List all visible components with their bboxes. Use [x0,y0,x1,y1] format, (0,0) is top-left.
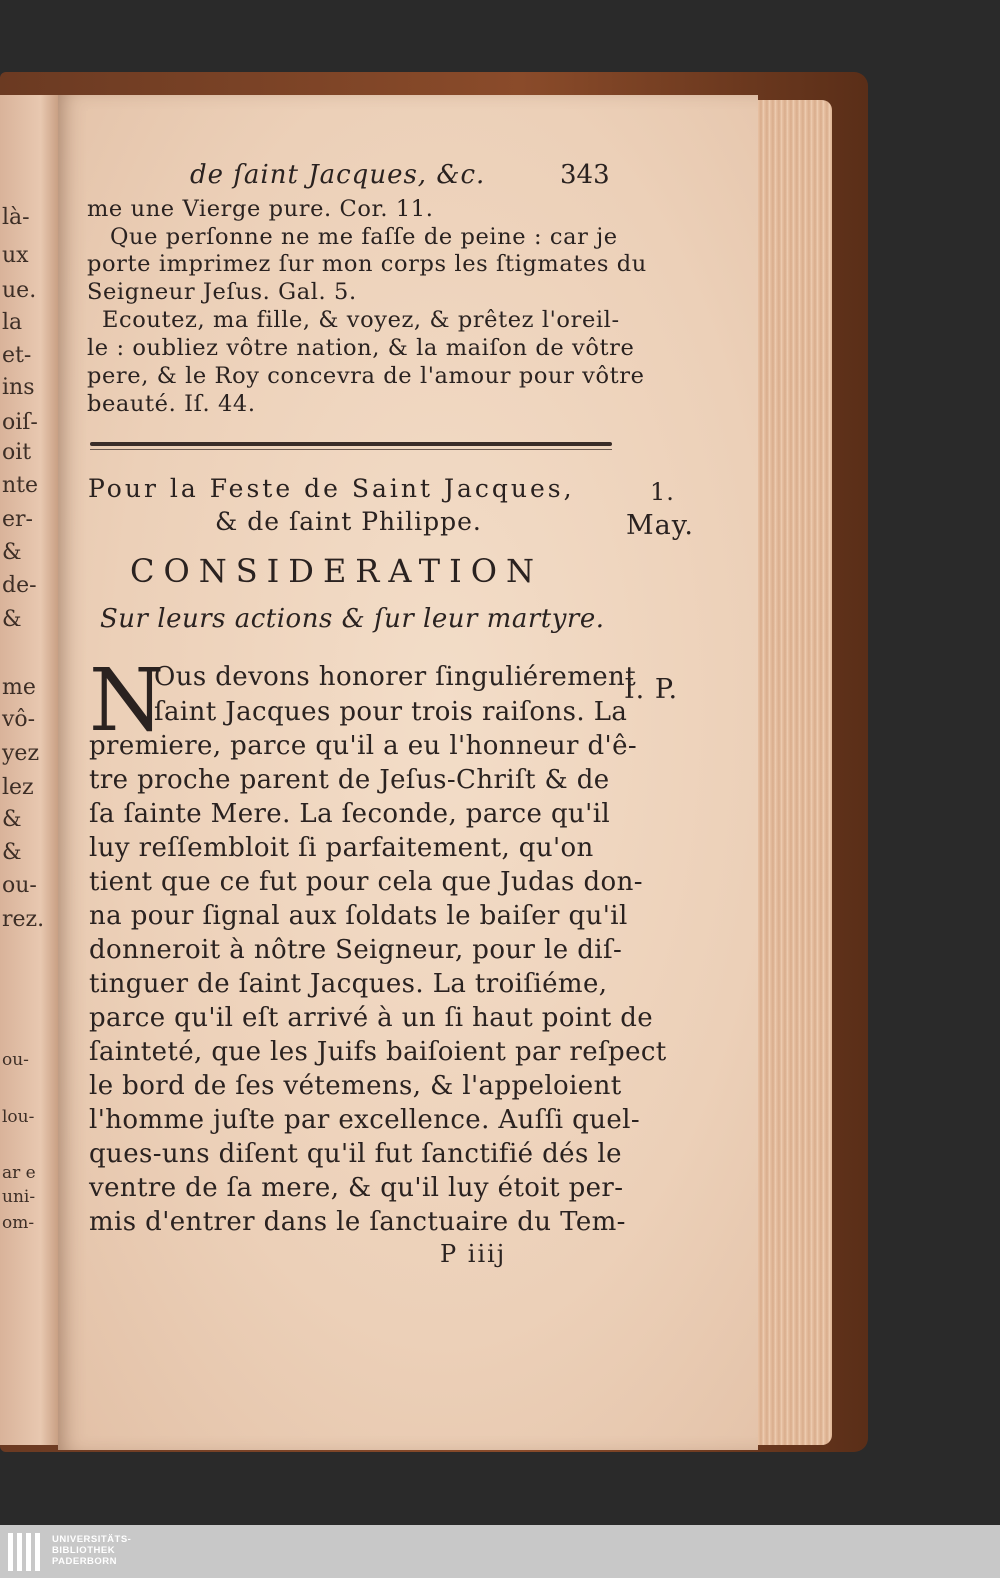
library-logo-text [52,1534,131,1567]
text-line: beauté. Iſ. 44. [87,391,256,417]
body-line: tient que ce fut pour cela que Judas don- [89,867,643,897]
body-line: luy reſſembloit ſi parfaitement, qu'on [89,833,594,863]
feast-heading: Pour la Feste de Saint Jacques, [88,474,575,503]
body-line: l'homme juſte par excellence. Auſſi quel- [89,1105,641,1135]
consideration-title: CONSIDERATION [130,552,543,590]
left-fragment: ux [2,243,29,268]
left-fragment: om- [2,1213,35,1233]
left-fragment: lou- [2,1107,35,1127]
feast-heading-2: & de ſaint Philippe. [215,507,482,536]
signature-mark: P iiij [440,1240,507,1268]
left-fragment: uni- [2,1187,36,1207]
left-fragment: là- [2,205,30,230]
logo-line: BIBLIOTHEK [52,1545,116,1556]
left-fragment: ou- [2,873,37,898]
body-line: mis d'entrer dans le ſanctuaire du Tem- [89,1207,626,1237]
left-fragment: yez [2,741,40,766]
body-line: ventre de ſa mere, & qu'il luy étoit per- [89,1173,624,1203]
page-number: 343 [560,160,610,190]
left-fragment: et- [2,343,32,368]
left-fragment: vô- [2,707,36,732]
margin-point: I. P. [624,674,679,705]
section-divider-thin [90,449,612,450]
left-fragment: me [2,675,36,700]
body-line: ſainteté, que les Juifs baiſoient par reſpect [89,1037,667,1067]
text-line: Ecoutez, ma fille, & voyez, & prêtez l'oreil- [102,307,620,333]
text-line: porte imprimez ſur mon corps les ſtigmates du [87,251,647,277]
drop-cap: N [89,651,165,751]
left-fragment: oiſ- [2,410,38,435]
running-head: de ſaint Jacques, &c. [190,160,486,190]
left-fragment: rez. [2,907,45,932]
body-line: tinguer de ſaint Jacques. La troiſiéme, [89,969,608,999]
left-fragment: ar e [2,1163,36,1183]
left-fragment: nte [2,473,39,498]
left-fragment: ins [2,375,35,400]
body-line: na pour ſignal aux ſoldats le baiſer qu'il [89,901,628,931]
left-fragment: la [2,310,23,335]
logo-line: UNIVERSITÄTS- [52,1534,132,1545]
margin-date-day: 1. [650,478,675,506]
body-line: le bord de ſes vétemens, & l'appeloient [89,1071,622,1101]
left-fragment: & [2,807,22,832]
left-fragment: oit [2,440,32,465]
body-line: parce qu'il eſt arrivé à un ſi haut point de [89,1003,654,1033]
body-line: Ous devons honorer ſinguliérement [154,662,637,692]
section-divider [90,442,612,446]
left-fragment: & [2,840,22,865]
text-line: me une Vierge pure. Cor. 11. [87,196,434,222]
left-fragment: er- [2,507,33,532]
body-line: tre proche parent de Jeſus-Chriſt & de [89,765,610,795]
body-line: ſa ſainte Mere. La ſeconde, parce qu'il [89,799,611,829]
library-logo-icon [8,1533,48,1571]
logo-line: PADERBORN [52,1556,118,1567]
left-fragment: ue. [2,278,37,303]
margin-date-month: May. [626,510,694,541]
body-line: donneroit à nôtre Seigneur, pour le diſ- [89,935,623,965]
text-line: Seigneur Jeſus. Gal. 5. [87,279,357,305]
text-line: pere, & le Roy concevra de l'amour pour vôtre [87,363,645,389]
body-line: ques-uns diſent qu'il fut ſanctifié dés le [89,1139,622,1169]
left-page [0,95,58,1445]
consideration-subtitle: Sur leurs actions & ſur leur martyre. [100,604,605,634]
text-line: Que perſonne ne me faſſe de peine : car je [110,224,618,250]
left-fragment: de- [2,573,37,598]
body-line: ſaint Jacques pour trois raiſons. La [154,697,628,727]
left-fragment: lez [2,775,34,800]
body-line: premiere, parce qu'il a eu l'honneur d'ê- [89,731,638,761]
left-fragment: ou- [2,1050,29,1070]
left-fragment: & [2,607,22,632]
footer-bar [0,1525,1000,1578]
text-line: le : oubliez vôtre nation, & la maiſon de vôtre [87,335,635,361]
left-fragment: & [2,540,22,565]
